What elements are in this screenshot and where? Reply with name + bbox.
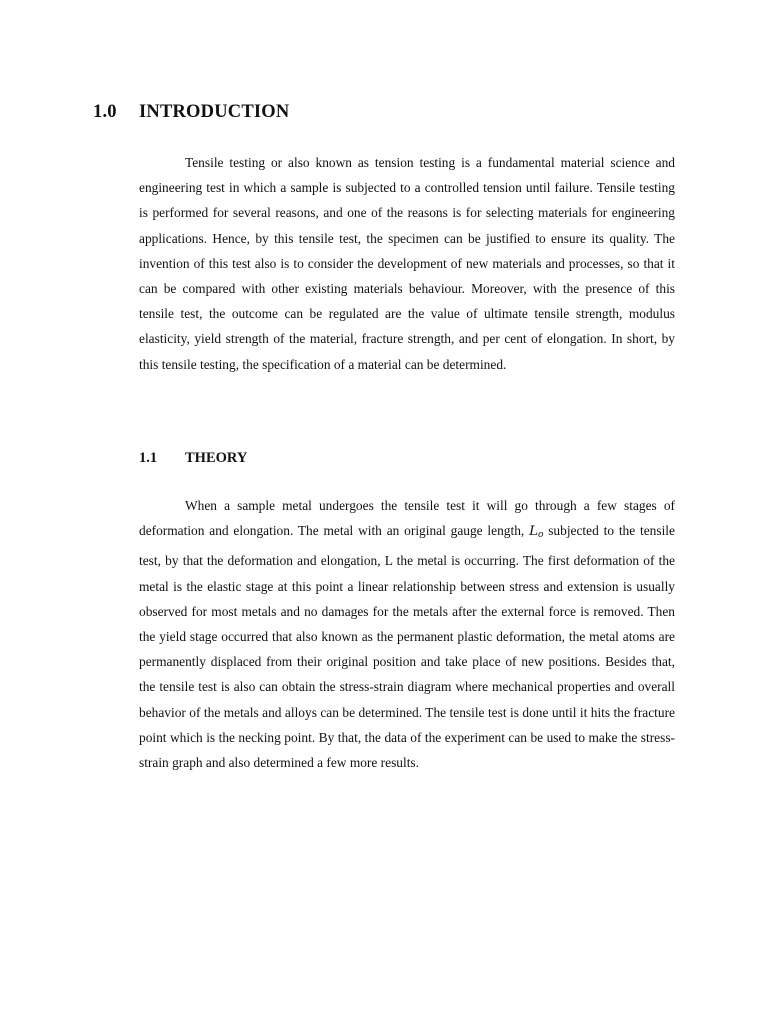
subsection-number: 1.1 xyxy=(139,450,158,466)
gauge-length-symbol xyxy=(529,524,543,539)
theory-paragraph xyxy=(139,493,675,775)
theory-text-part1: When a sample metal undergoes the tensile test it will go through a few stages of deformation and elongation. The metal with an original gauge length, xyxy=(139,498,675,539)
theory-text-part2: subjected to the tensile test, by that the deformation and elongation, L the metal is occurring. The first deformation of the metal is the elastic stage at this point a linear relationship between stress and extension is usually observed for most metals and no damages for the metals after the external force is removed. Then the yield stage occurred that also known as the permanent plastic deformation, the metal atoms are permanently displaced from their original position and take place of new positions. Besides that, the tensile test is also can obtain the stress-strain diagram where mechanical properties and overall behavior of the metals and alloys can be determined. The tensile test is done until it hits the fracture point which is the necking point. By that, the data of the experiment can be used to make the stress-strain graph and also determined a few more results. xyxy=(139,523,675,771)
symbol-base: L xyxy=(529,524,538,540)
symbol-subscript: o xyxy=(537,530,544,541)
section-number: 1.0 xyxy=(93,102,117,122)
section-heading-introduction xyxy=(93,102,289,123)
section-title: INTRODUCTION xyxy=(139,102,290,122)
section-heading-theory xyxy=(139,450,247,467)
subsection-title: THEORY xyxy=(185,450,248,466)
introduction-paragraph: Tensile testing or also known as tension testing is a fundamental material science and engineering test in which a sample is subjected to a controlled tension until failure. Tensile testing is performed for several reasons, and one of the reasons is for selecting materials for engineering applications. Hence, by this tensile test, the specimen can be justified to ensure its quality. The invention of this test also is to consider the development of new materials and processes, so that it can be compared with other existing materials behaviour. Moreover, with the presence of this tensile test, the outcome can be regulated are the value of ultimate tensile strength, modulus elasticity, yield strength of the material, fracture strength, and per cent of elongation. In short, by this tensile testing, the specification of a material can be determined. xyxy=(139,155,675,372)
